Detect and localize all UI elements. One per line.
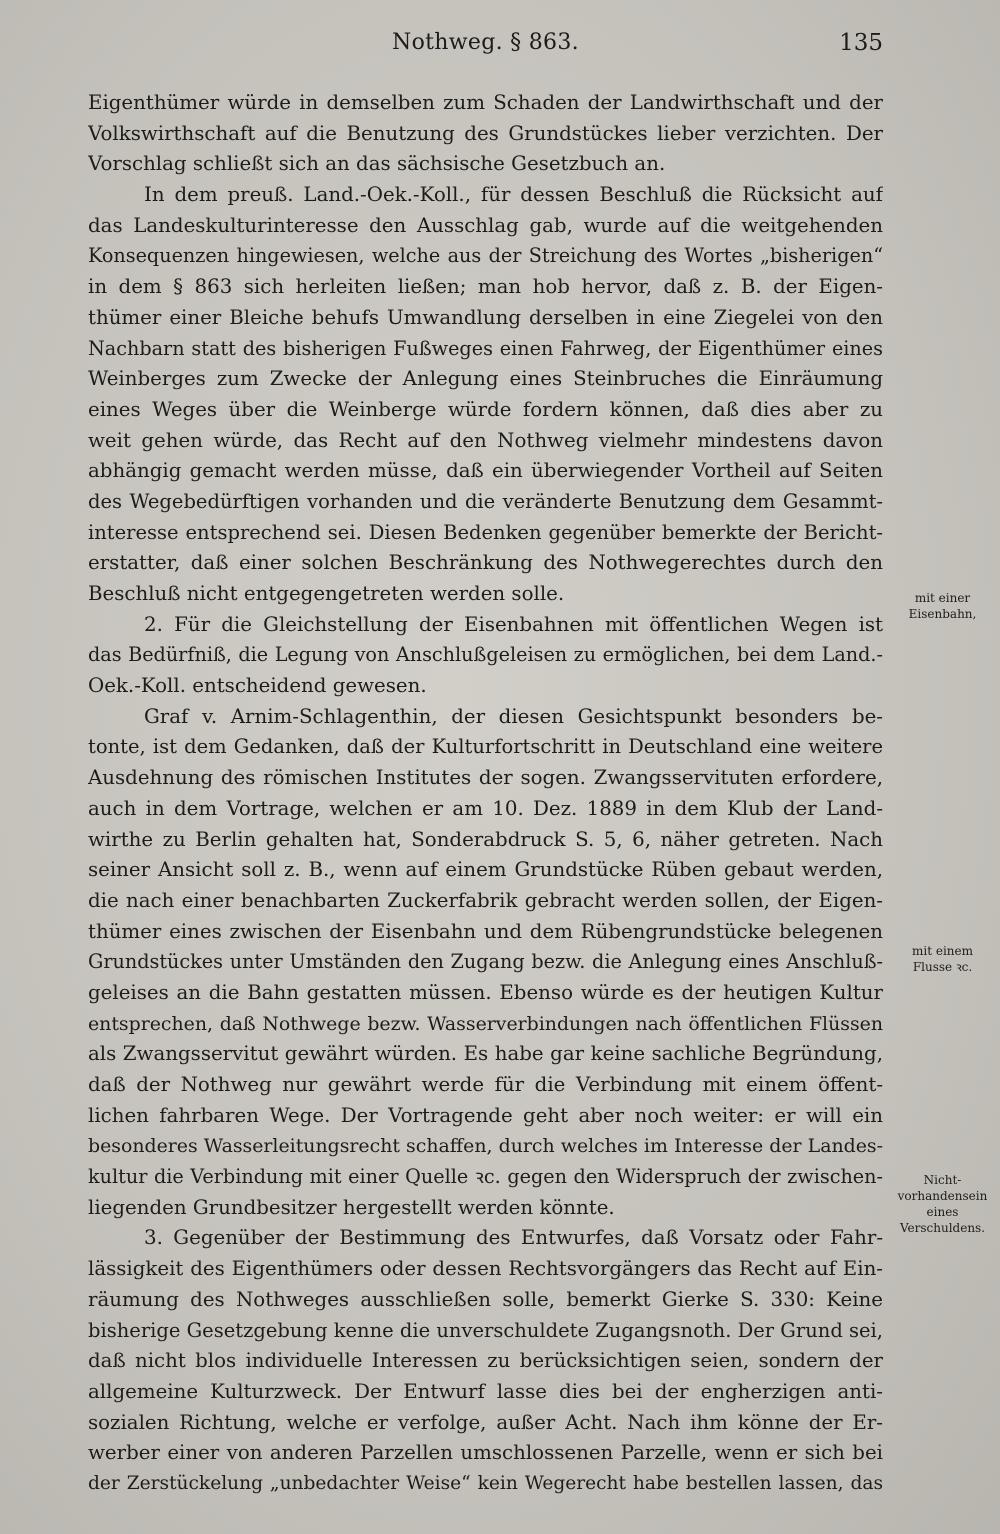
text-line: thümer eines zwischen der Eisenbahn und dem Rübengrundstücke belegenen	[88, 919, 883, 943]
text-line: eines Weges über die Weinberge würde fordern können, daß dies aber zu	[88, 397, 883, 421]
text-line: daß der Nothweg nur gewährt werde für die Verbindung mit einem öffent-	[88, 1073, 883, 1096]
text-line: Weinberges zum Zwecke der Anlegung eines Steinbruches die Einräumung	[88, 367, 883, 391]
text-line: die nach einer benachbarten Zuckerfabrik gebracht werden sollen, der Eigen-	[88, 888, 883, 912]
text-line: allgemeine Kulturzweck. Der Entwurf lasse dies bei der engherzigen anti-	[88, 1379, 883, 1403]
margin-note-line: eines	[926, 1205, 959, 1219]
text-line: In dem preuß. Land.-Oek.-Koll., für dessen Beschluß die Rücksicht auf	[144, 183, 883, 207]
text-line: weit gehen würde, das Recht auf den Nothweg vielmehr mindestens davon	[88, 428, 883, 452]
text-line: wirthe zu Berlin gehalten hat, Sonderabdruck S. 5, 6, näher getreten. Nach	[88, 827, 883, 851]
text-line: bisherige Gesetzgebung kenne die unverschuldete Zugangsnoth. Der Grund sei,	[88, 1318, 883, 1342]
text-line: erstatter, daß einer solchen Beschränkung des Nothwegerechtes durch den	[88, 551, 883, 575]
text-line: 3. Gegenüber der Bestimmung des Entwurfes, daß Vorsatz oder Fahr-	[144, 1226, 883, 1250]
text-line: in dem § 863 sich herleiten ließen; man hob hervor, daß z. B. der Eigen-	[88, 275, 883, 299]
margin-note-line: Eisenbahn,	[908, 607, 977, 621]
text-line: des Wegebedürftigen vorhanden und die veränderte Benutzung dem Gesammt-	[88, 489, 883, 513]
text-line: das Bedürfniß, die Legung von Anschlußgeleisen zu ermöglichen, bei dem Land.-	[88, 643, 883, 667]
margin-note-line: Verschuldens.	[899, 1221, 986, 1235]
text-line: Nachbarn statt des bisherigen Fußweges einen Fahrweg, der Eigenthümer eines	[88, 336, 883, 360]
text-line: werber einer von anderen Parzellen umschlossenen Parzelle, wenn er sich bei	[88, 1441, 883, 1465]
margin-note-line: mit einer	[914, 591, 971, 605]
text-line: der Zerstückelung „unbedachter Weise“ kein Wegerecht habe bestellen lassen, das	[88, 1472, 883, 1494]
text-line: geleises an die Bahn gestatten müssen. Ebenso würde es der heutigen Kultur	[88, 980, 883, 1004]
running-head	[88, 30, 883, 60]
margin-note-line: mit einem	[911, 944, 973, 958]
text-line: Ausdehnung des römischen Institutes der sogen. Zwangsservituten erfordere,	[88, 766, 883, 790]
text-line: interesse entsprechend sei. Diesen Bedenken gegenüber bemerkte der Bericht-	[88, 520, 883, 544]
text-line: liegenden Grundbesitzer hergestellt werden könnte.	[88, 1195, 615, 1219]
text-line: 2. Für die Gleichstellung der Eisenbahnen mit öffentlichen Wegen ist	[144, 612, 883, 636]
margin-note-line: Nicht-	[923, 1173, 962, 1187]
text-line: daß nicht blos individuelle Interessen zu berücksichtigen seien, sondern der	[88, 1349, 883, 1373]
text-line: seiner Ansicht soll z. B., wenn auf einem Grundstücke Rüben gebaut werden,	[88, 858, 883, 882]
margin-note-river	[890, 943, 995, 975]
text-line: Konsequenzen hingewiesen, welche aus der Streichung des Wortes „bisherigen“	[88, 244, 883, 268]
text-line: entsprechen, daß Nothwege bezw. Wasserverbindungen nach öffentlichen Flüssen	[88, 1012, 883, 1035]
text-line: Oek.-Koll. entscheidend gewesen.	[88, 674, 427, 698]
text-line: thümer einer Bleiche behufs Umwandlung derselben in eine Ziegelei von den	[88, 305, 883, 329]
text-line: räumung des Nothweges ausschließen solle, bemerkt Gierke S. 330: Keine	[88, 1287, 883, 1311]
page-number: 135	[839, 30, 883, 56]
text-line: Grundstückes unter Umständen den Zugang bezw. die Anlegung eines Anschluß-	[88, 950, 883, 974]
text-line: lässigkeit des Eigenthümers oder dessen Rechtsvorgängers das Recht auf Ein-	[88, 1257, 883, 1281]
body-text	[88, 88, 883, 1500]
margin-note-no-fault	[890, 1172, 995, 1236]
text-line: tonte, ist dem Gedanken, daß der Kulturfortschritt in Deutschland eine weitere	[88, 735, 883, 759]
text-line: Graf v. Arnim-Schlagenthin, der diesen Gesichtspunkt besonders be-	[144, 704, 883, 728]
margin-note-railway	[890, 590, 995, 622]
text-line: kultur die Verbindung mit einer Quelle ꝛc. gegen den Widerspruch der zwischen-	[88, 1165, 883, 1189]
text-line: besonderes Wasserleitungsrecht schaffen, durch welches im Interesse der Landes-	[88, 1135, 883, 1158]
text-line: abhängig gemacht werden müsse, daß ein überwiegender Vortheil auf Seiten	[88, 459, 883, 483]
text-line: Vorschlag schließt sich an das sächsische Gesetzbuch an.	[88, 152, 666, 176]
text-line: Eigenthümer würde in demselben zum Schaden der Landwirthschaft und der	[88, 91, 883, 114]
text-line: auch in dem Vortrage, welchen er am 10. Dez. 1889 in dem Klub der Land-	[88, 796, 883, 820]
text-line: Volkswirthschaft auf die Benutzung des Grundstückes lieber verzichten. Der	[88, 121, 883, 145]
text-line: als Zwangsservitut gewährt würden. Es habe gar keine sachliche Begründung,	[88, 1042, 883, 1066]
text-line: das Landeskulturinteresse den Ausschlag gab, wurde auf die weitgehenden	[88, 213, 883, 237]
text-line: Beschluß nicht entgegengetreten werden solle.	[88, 582, 565, 605]
margin-note-line: vorhandensein	[897, 1189, 988, 1203]
margin-note-line: Flusse ꝛc.	[912, 960, 973, 974]
text-line: lichen fahrbaren Wege. Der Vortragende geht aber noch weiter: er will ein	[88, 1103, 883, 1127]
running-title: Nothweg. § 863.	[392, 30, 579, 55]
text-line: sozialen Richtung, welche er verfolge, außer Acht. Nach ihm könne der Er-	[88, 1410, 883, 1434]
